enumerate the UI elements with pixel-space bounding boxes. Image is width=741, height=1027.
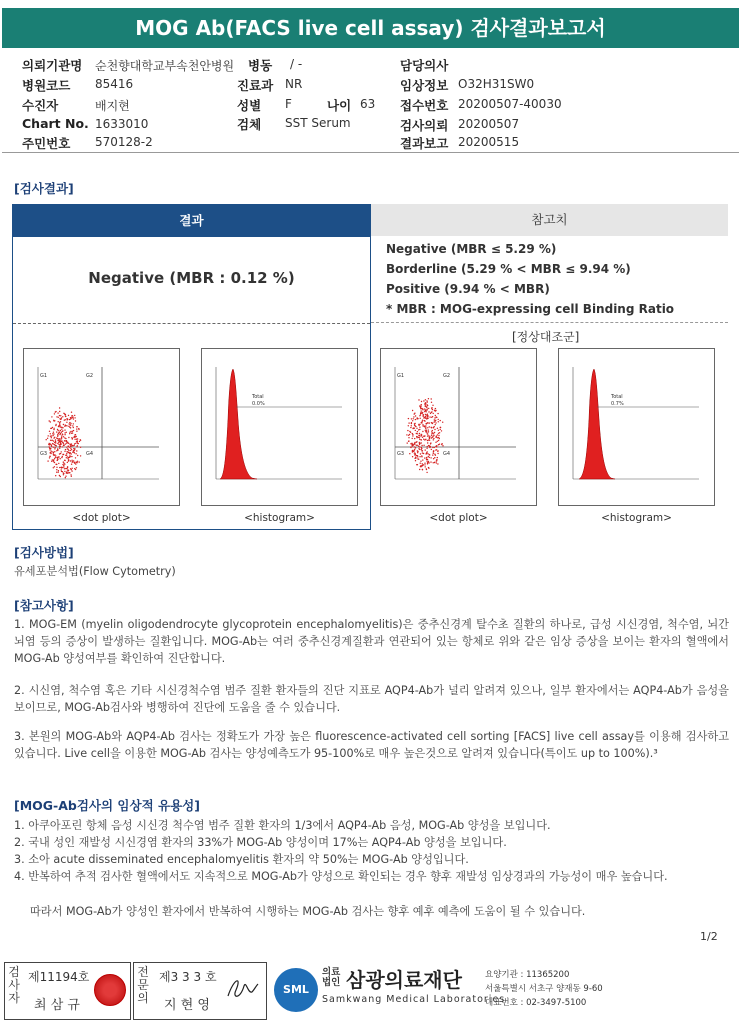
age-label: 나이 xyxy=(327,98,352,113)
result-header: 결과 xyxy=(13,205,370,237)
clinical-item-4: 4. 반복하여 추적 검사한 혈액에서도 지속적으로 MOG-Ab가 양성으로 확인되는 경우 향후 재발성 임상경과의 가능성이 매우 높습니다. xyxy=(14,870,668,883)
footer xyxy=(2,960,739,1024)
ward-value: / - xyxy=(290,57,303,71)
control-q3-label: G3 xyxy=(397,451,405,457)
section-result-title: [검사결과] xyxy=(14,181,74,196)
reference-footnote: * MBR : MOG-expressing cell Binding Ratio xyxy=(386,302,675,316)
chart-no-value: 1633010 xyxy=(95,117,149,131)
ward-label: 병동 xyxy=(248,58,273,73)
reference-negative: Negative (MBR ≤ 5.29 %) xyxy=(386,242,557,256)
reference-borderline: Borderline (5.29 % < MBR ≤ 9.94 %) xyxy=(386,262,631,276)
department-value: NR xyxy=(285,77,303,91)
control-q2-label: G2 xyxy=(443,373,451,379)
clinical-info-label: 임상정보 xyxy=(400,78,449,93)
patient-q4-label: G4 xyxy=(86,451,94,457)
report-date-label: 결과보고 xyxy=(400,136,449,151)
resident-no-label: 주민번호 xyxy=(22,136,71,151)
patient-label: 수진자 xyxy=(22,98,59,113)
patient-dot-plot xyxy=(23,348,180,506)
receipt-no-label: 접수번호 xyxy=(400,98,449,113)
hospital-label: 의뢰기관명 xyxy=(22,58,83,73)
org-english: Samkwang Medical Laboratories xyxy=(322,994,506,1005)
doctor-label: 전문의 xyxy=(137,965,149,1005)
patient-q3-label: G3 xyxy=(40,451,48,457)
reference-paragraph-1: 1. MOG-EM (myelin oligodendrocyte glycoprotein encephalomyelitis)은 중추신경계 탈수초 질환의 하나로, 급성 시신경염, 척수염, 뇌간 뇌염 등의 증상이 발생하는 질환입니다. MOG-Ab는 여러 중추신경계질환과 연관되어 있는 항체로 위와 같은 임상 증상을 보이는 환자의 혈액에서 MOG-Ab 양성여부를 확인하여 진단합니다. xyxy=(14,618,729,665)
examiner-seal xyxy=(94,974,126,1006)
patient-hist-pct: 0.0% xyxy=(252,401,265,407)
method-text: 유세포분석법(Flow Cytometry) xyxy=(14,565,176,578)
doctor-no: 제3 3 3 호 xyxy=(159,970,217,984)
patient-q2-label: G2 xyxy=(86,373,94,379)
hospital-code-value: 85416 xyxy=(95,77,134,91)
doctor-name: 지 현 영 xyxy=(164,998,210,1013)
reference-divider xyxy=(371,322,728,323)
examiner-name: 최 삼 규 xyxy=(34,998,80,1013)
chart-no-label: Chart No. xyxy=(22,116,89,131)
org-prefix: 의료법인 xyxy=(322,967,341,988)
age-value: 63 xyxy=(360,97,376,111)
examiner-label: 검사자 xyxy=(8,965,20,1005)
department-label: 진료과 xyxy=(237,78,274,93)
patient-dot-caption: <dot plot> xyxy=(72,512,131,524)
result-value: Negative (MBR : 0.12 %) xyxy=(88,269,295,287)
report-date-value: 20200515 xyxy=(458,135,520,149)
sex-value: F xyxy=(285,97,292,111)
clinical-item-2: 2. 국내 성인 재발성 시신경염 환자의 33%가 MOG-Ab 양성이며 17%는 AQP4-Ab 양성을 보입니다. xyxy=(14,836,507,849)
reference-positive: Positive (9.94 % < MBR) xyxy=(386,282,550,296)
specimen-value: SST Serum xyxy=(285,116,351,130)
reference-header: 참고치 xyxy=(371,204,728,236)
control-q1-label: G1 xyxy=(397,373,405,379)
control-histogram xyxy=(558,348,715,506)
control-dot-plot xyxy=(380,348,537,506)
reference-paragraph-2: 2. 시신염, 척수염 혹은 기타 시신경척수염 범주 질환 환자들의 진단 지표로 AQP4-Ab가 널리 알려져 있으나, 일부 환자에서는 AQP4-Ab가 음성을 보이므로, MOG-Ab검사와 병행하여 진단에 도움을 줄 수 있습니다. xyxy=(14,684,729,714)
sex-label: 성별 xyxy=(237,98,262,113)
org-code: 요양기관 : 11365200 xyxy=(485,970,570,980)
control-dot-caption: <dot plot> xyxy=(429,512,488,524)
patient-value: 배지현 xyxy=(95,99,130,113)
sml-logo-icon: SML xyxy=(274,968,318,1012)
control-hist-caption: <histogram> xyxy=(601,512,672,524)
control-hist-pct: 0.7% xyxy=(611,401,624,407)
section-method-title: [검사방법] xyxy=(14,545,74,560)
patient-hist-total: Total xyxy=(252,394,264,400)
header-divider xyxy=(2,152,739,153)
patient-dots xyxy=(46,407,82,478)
control-label: [정상대조군] xyxy=(512,330,580,344)
section-reference-title: [참고사항] xyxy=(14,598,74,613)
specimen-label: 검체 xyxy=(237,117,262,132)
hospital-value: 순천향대학교부속천안병원 xyxy=(95,59,235,73)
request-date-label: 검사의뢰 xyxy=(400,118,449,133)
examiner-no: 제11194호 xyxy=(28,970,90,984)
control-dots xyxy=(406,398,444,473)
clinical-item-3: 3. 소아 acute disseminated encephalomyelitis 환자의 약 50%는 MOG-Ab 양성입니다. xyxy=(14,853,469,866)
page-number: 1/2 xyxy=(700,930,718,943)
request-date-value: 20200507 xyxy=(458,117,520,131)
control-hist-total: Total xyxy=(611,394,623,400)
result-divider xyxy=(13,323,370,324)
clinical-info-value: O32H31SW0 xyxy=(458,77,535,91)
clinical-item-1: 1. 아쿠아포린 항체 음성 시신경 척수염 범주 질환 환자의 1/3에서 AQP4-Ab 음성, MOG-Ab 양성을 보입니다. xyxy=(14,819,551,832)
org-name: 삼광의료재단 xyxy=(346,968,462,992)
section-clinical-title: [MOG-Ab검사의 임상적 유용성] xyxy=(14,798,200,813)
resident-no-value: 570128-2 xyxy=(95,135,153,149)
clinical-conclusion: 따라서 MOG-Ab가 양성인 환자에서 반복하여 시행하는 MOG-Ab 검사는 향후 예후 예측에 도움이 될 수 있습니다. xyxy=(30,905,586,918)
org-phone: 대표번호 : 02-3497-5100 xyxy=(485,998,587,1008)
control-q4-label: G4 xyxy=(443,451,451,457)
hospital-code-label: 병원코드 xyxy=(22,78,71,93)
patient-hist-caption: <histogram> xyxy=(244,512,315,524)
org-address: 서울특별시 서초구 양재동 9-60 xyxy=(485,984,603,994)
doctor-signature xyxy=(224,974,260,1004)
patient-histogram xyxy=(201,348,358,506)
patient-q1-label: G1 xyxy=(40,373,48,379)
receipt-no-value: 20200507-40030 xyxy=(458,97,562,111)
report-title: MOG Ab(FACS live cell assay) 검사결과보고서 xyxy=(2,8,739,48)
doctor-label: 담당의사 xyxy=(400,58,449,73)
reference-paragraph-3: 3. 본원의 MOG-Ab와 AQP4-Ab 검사는 정확도가 가장 높은 fluorescence-activated cell sorting [FACS] live cell assay를 이용해 검사하고 있습니다. Live cell을 이용한 MOG-Ab 검사는 양성예측도가 95-100%로 매우 높은것으로 알려져 있습니다(특이도 up to 100%).³ xyxy=(14,730,729,760)
